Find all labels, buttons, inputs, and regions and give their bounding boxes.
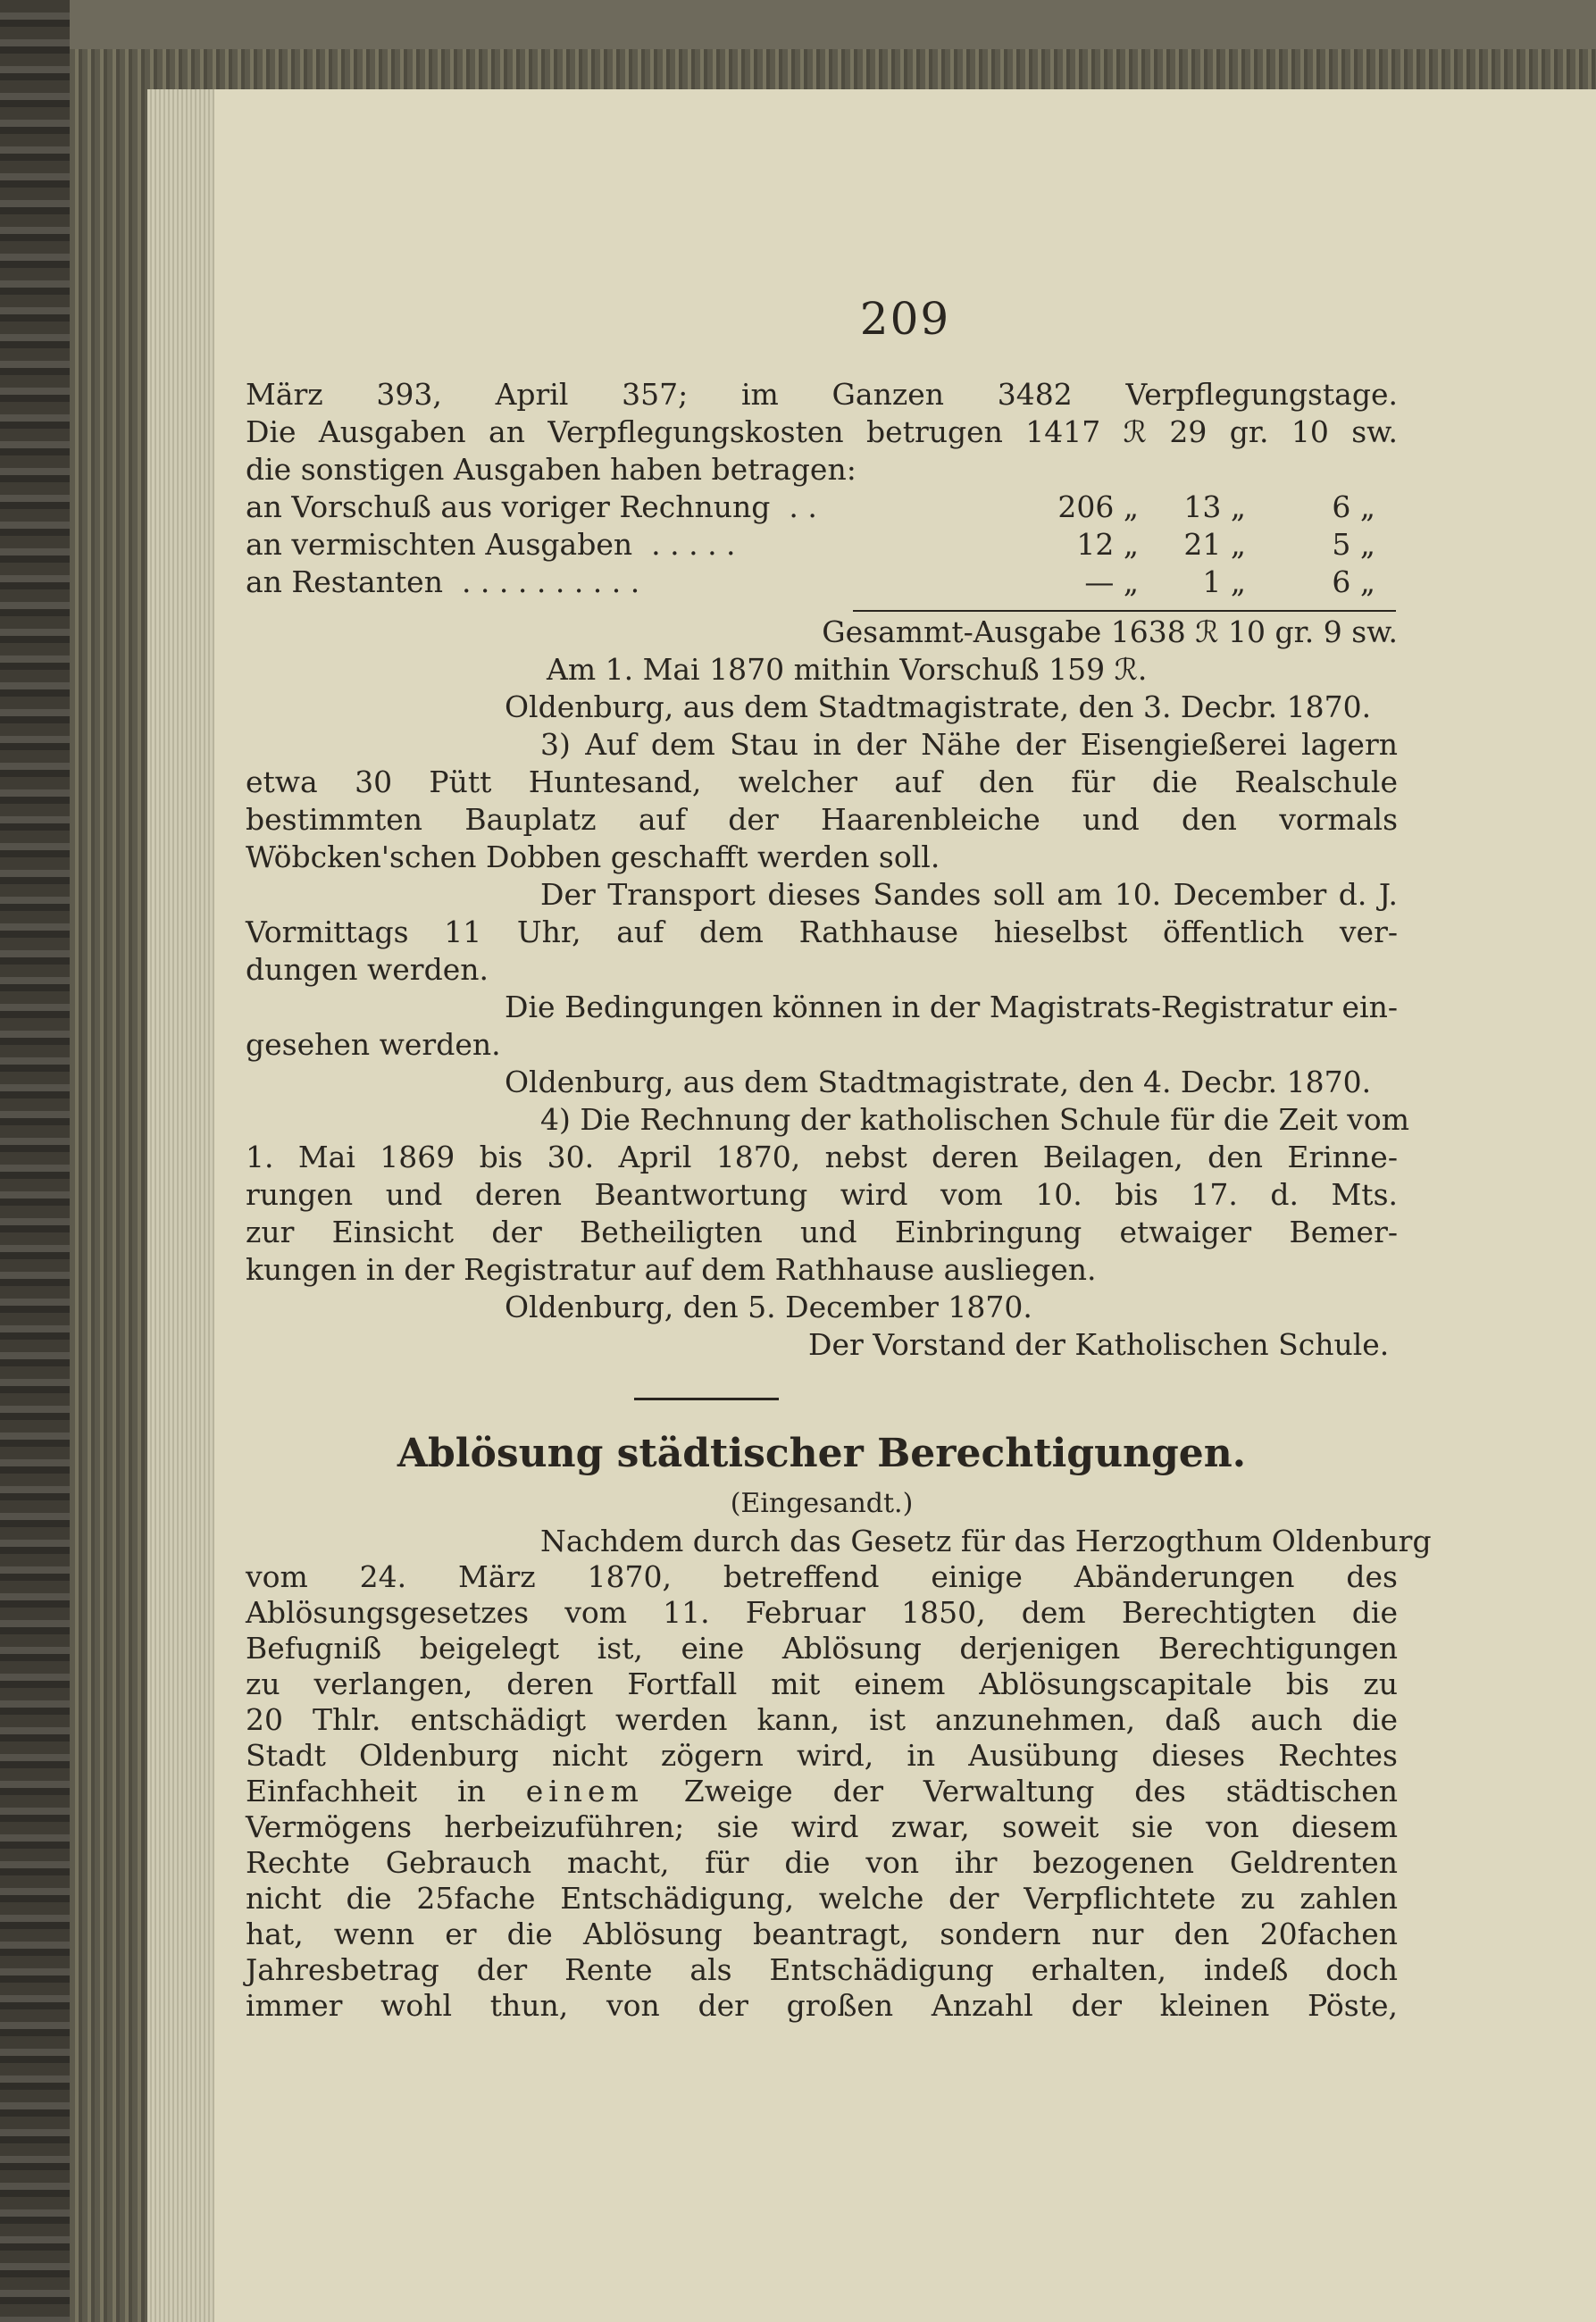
article-text: Zweige der Verwaltung des städtischen: [683, 1774, 1398, 1808]
row-schwaren: 5 „: [1332, 527, 1375, 562]
section-separator: [634, 1398, 779, 1400]
book-binding: [0, 0, 70, 2322]
sum-rule: [853, 610, 1396, 612]
account-row-advance: [246, 489, 1398, 525]
notice3-line-2: etwa 30 Pütt Huntesand, welcher auf den für die Realschule: [246, 764, 1398, 799]
row-label: an Restanten . . . . . . . . . .: [246, 564, 640, 599]
row-label: an vermischten Ausgaben . . . . .: [246, 527, 736, 562]
article-line-11: nicht die 25fache Entschädigung, welche der Verpflichtete zu zahlen: [246, 1881, 1398, 1916]
notice3-line-5: Der Transport dieses Sandes soll am 10. December d. J.: [540, 877, 1398, 912]
article-line-14: immer wohl thun, von der großen Anzahl der kleinen Pöste,: [246, 1988, 1398, 2023]
article-emphasis: einem: [525, 1774, 644, 1808]
account-line-3: die sonstigen Ausgaben haben betragen:: [246, 452, 856, 487]
row-label: an Vorschuß aus voriger Rechnung . .: [246, 489, 817, 524]
article-line-12: hat, wenn er die Ablösung beantragt, sondern nur den 20fachen: [246, 1917, 1398, 1951]
notice3-line-8: Die Bedingungen können in der Magistrats-Registratur ein-: [505, 990, 1398, 1024]
article-line-10: Rechte Gebrauch macht, für die von ihr bezogenen Geldrenten: [246, 1845, 1398, 1880]
notice3-line-3: bestimmten Bauplatz auf der Haarenbleiche und den vormals: [246, 802, 1398, 837]
notice3-line-1: 3) Auf dem Stau in der Nähe der Eisengießerei lagern: [540, 727, 1398, 762]
article-line-2: vom 24. März 1870, betreffend einige Abänderungen des: [246, 1559, 1398, 1594]
article-line-1: Nachdem durch das Gesetz für das Herzogthum Oldenburg: [540, 1524, 1432, 1558]
notice4-date: Oldenburg, den 5. December 1870.: [505, 1290, 1032, 1324]
row-groschen: 21 „: [1183, 527, 1246, 562]
notice3-line-9: gesehen werden.: [246, 1027, 501, 1062]
notice4-line-3: rungen und deren Beantwortung wird vom 10. bis 17. d. Mts.: [246, 1177, 1398, 1212]
notice3-signature: Oldenburg, aus dem Stadtmagistrate, den 4. Decbr. 1870.: [505, 1065, 1372, 1099]
article-title: Ablösung städtischer Berechtigungen.: [397, 1431, 1247, 1476]
notice4-line-5: kungen in der Registratur auf dem Rathhause ausliegen.: [246, 1252, 1097, 1287]
row-thaler: 12 „: [1076, 527, 1139, 562]
account-line-2: Die Ausgaben an Verpflegungskosten betrugen 1417 ℛ 29 gr. 10 sw.: [246, 414, 1398, 449]
article-line-8: [246, 1774, 1398, 1809]
notice4-line-1: 4) Die Rechnung der katholischen Schule für die Zeit vom: [540, 1102, 1410, 1137]
article-line-4: Befugniß beigelegt ist, eine Ablösung derjenigen Berechtigungen: [246, 1631, 1398, 1666]
article-line-6: 20 Thlr. entschädigt werden kann, ist anzunehmen, daß auch die: [246, 1702, 1398, 1737]
account-line-1: März 393, April 357; im Ganzen 3482 Verpflegungstage.: [246, 377, 1398, 412]
article-text: Einfachheit in: [246, 1774, 486, 1808]
notice4-signature: Der Vorstand der Katholischen Schule.: [808, 1327, 1390, 1362]
notice3-line-7: dungen werden.: [246, 952, 489, 987]
row-thaler: — „: [1084, 564, 1139, 599]
account-row-arrears: [246, 564, 1398, 600]
row-groschen: 13 „: [1183, 489, 1246, 524]
account-total: Gesammt-Ausgabe 1638 ℛ 10 gr. 9 sw.: [822, 614, 1398, 649]
row-groschen: 1 „: [1202, 564, 1246, 599]
article-line-3: Ablösungsgesetzes vom 11. Februar 1850, dem Berechtigten die: [246, 1595, 1398, 1630]
notice3-line-6: Vormittags 11 Uhr, auf dem Rathhause hieselbst öffentlich ver-: [246, 915, 1398, 949]
article-line-7: Stadt Oldenburg nicht zögern wird, in Ausübung dieses Rechtes: [246, 1738, 1398, 1773]
article-line-9: Vermögens herbeizuführen; sie wird zwar, soweit sie von diesem: [246, 1809, 1398, 1844]
page-number: 209: [859, 293, 951, 345]
article-line-13: Jahresbetrag der Rente als Entschädigung erhalten, indeß doch: [246, 1952, 1398, 1987]
article-line-5: zu verlangen, deren Fortfall mit einem Ablösungscapitale bis zu: [246, 1666, 1398, 1701]
account-signature: Oldenburg, aus dem Stadtmagistrate, den 3. Decbr. 1870.: [505, 689, 1372, 724]
row-schwaren: 6 „: [1332, 489, 1375, 524]
notice4-line-4: zur Einsicht der Betheiligten und Einbringung etwaiger Bemer-: [246, 1215, 1398, 1249]
account-row-misc: [246, 527, 1398, 563]
notice4-line-2: 1. Mai 1869 bis 30. April 1870, nebst deren Beilagen, den Erinne-: [246, 1140, 1398, 1174]
row-thaler: 206 „: [1057, 489, 1139, 524]
row-schwaren: 6 „: [1332, 564, 1375, 599]
account-balance: Am 1. Mai 1870 mithin Vorschuß 159 ℛ.: [547, 652, 1148, 687]
notice3-line-4: Wöbcken'schen Dobben geschafft werden soll.: [246, 839, 940, 874]
article-subtitle: (Eingesandt.): [730, 1488, 914, 1519]
page-edges: [147, 89, 214, 2322]
